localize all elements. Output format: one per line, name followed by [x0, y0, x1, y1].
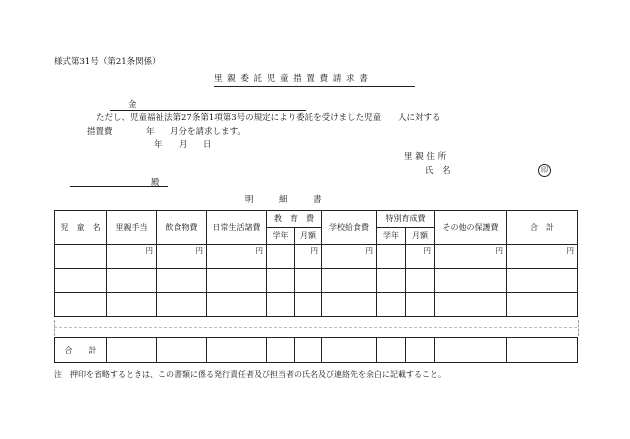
cell-edu-monthly[interactable]: 円 — [295, 245, 322, 269]
header-edu-monthly: 月額 — [295, 228, 322, 245]
total-cell[interactable] — [322, 338, 377, 363]
total-cell[interactable] — [295, 338, 322, 363]
footnote: 注 押印を省略するときは、この書類に係る発行責任者及び担当者の氏名及び連絡先を余白に記載すること。 — [54, 370, 446, 379]
body-line-1-pre: ただし、児童福祉法第27条第1項第3号の規定により委託を受けました児童 — [96, 113, 382, 123]
cell-school-meals[interactable]: 円 — [322, 245, 377, 269]
header-special-upbringing: 特別育成費 — [377, 211, 435, 228]
cell-sp-grade[interactable] — [377, 245, 406, 269]
cell[interactable] — [322, 269, 377, 293]
cell[interactable] — [435, 293, 507, 317]
header-other-protection: その他の保護費 — [435, 211, 507, 245]
header-edu-grade: 学年 — [267, 228, 295, 245]
total-row — [55, 338, 578, 363]
body-line-2-c: 月分を請求します。 — [170, 127, 246, 137]
cell[interactable] — [435, 269, 507, 293]
cell[interactable] — [406, 269, 435, 293]
header-daily-living: 日常生活諸費 — [207, 211, 267, 245]
header-sp-monthly: 月額 — [406, 228, 435, 245]
cell-edu-grade[interactable] — [267, 245, 295, 269]
header-food: 飲食物費 — [157, 211, 207, 245]
total-cell[interactable] — [267, 338, 295, 363]
body-line-1-post: 人に対する — [398, 113, 441, 123]
cell[interactable] — [377, 269, 406, 293]
total-cell[interactable] — [207, 338, 267, 363]
cell[interactable] — [107, 293, 157, 317]
cell-child-name[interactable] — [55, 245, 107, 269]
date-month-label: 月 — [179, 140, 188, 150]
cell[interactable] — [295, 293, 322, 317]
cell[interactable] — [107, 269, 157, 293]
total-row-label: 合 計 — [55, 338, 107, 363]
total-cell[interactable] — [507, 338, 578, 363]
cell[interactable] — [267, 293, 295, 317]
detail-title: 明 細 書 — [245, 195, 322, 205]
foster-address-label: 里 親 住 所 — [404, 152, 447, 162]
cell[interactable] — [507, 269, 578, 293]
cell[interactable] — [295, 269, 322, 293]
body-line-2-a: 措置費 — [87, 127, 113, 137]
total-cell[interactable] — [107, 338, 157, 363]
cell[interactable] — [207, 293, 267, 317]
amount-label: 金 — [128, 100, 137, 110]
cell[interactable] — [507, 293, 578, 317]
cell[interactable] — [157, 269, 207, 293]
cell[interactable] — [377, 293, 406, 317]
amount-field[interactable] — [110, 110, 306, 111]
cell-sp-monthly[interactable]: 円 — [406, 245, 435, 269]
total-cell[interactable] — [406, 338, 435, 363]
cell[interactable] — [322, 293, 377, 317]
header-child-name: 児 童 名 — [55, 211, 107, 245]
omitted-rows-gap — [54, 320, 579, 336]
addressee-suffix: 殿 — [151, 178, 160, 188]
table-row — [55, 245, 578, 269]
cell[interactable] — [55, 269, 107, 293]
cell-other-protection[interactable]: 円 — [435, 245, 507, 269]
date-year-label: 年 — [154, 140, 163, 150]
header-education: 教 育 費 — [267, 211, 322, 228]
cell[interactable] — [406, 293, 435, 317]
cell[interactable] — [207, 269, 267, 293]
cell-daily-living[interactable]: 円 — [207, 245, 267, 269]
total-table — [54, 337, 578, 363]
header-total: 合 計 — [507, 211, 578, 245]
foster-name-label: 氏 名 — [425, 166, 451, 176]
omitted-rows-line — [54, 327, 577, 328]
table-row — [55, 269, 578, 293]
seal-mark: 印 — [538, 164, 551, 177]
cell[interactable] — [55, 293, 107, 317]
page-title: 里 親 委 託 児 童 措 置 費 請 求 書 — [214, 74, 369, 84]
form-number: 様式第31号（第21条関係） — [54, 57, 161, 67]
total-cell[interactable] — [377, 338, 406, 363]
cell[interactable] — [267, 269, 295, 293]
date-day-label: 日 — [203, 140, 212, 150]
detail-table — [54, 210, 578, 317]
cell-food[interactable]: 円 — [157, 245, 207, 269]
table-row — [55, 293, 578, 317]
body-line-2-b: 年 — [146, 127, 155, 137]
cell[interactable] — [157, 293, 207, 317]
total-cell[interactable] — [157, 338, 207, 363]
title-underline — [214, 86, 415, 87]
header-school-meals: 学校給食費 — [322, 211, 377, 245]
header-sp-grade: 学年 — [377, 228, 406, 245]
total-cell[interactable] — [435, 338, 507, 363]
cell-total[interactable]: 円 — [507, 245, 578, 269]
cell-foster-allowance[interactable]: 円 — [107, 245, 157, 269]
header-foster-allowance: 里親手当 — [107, 211, 157, 245]
